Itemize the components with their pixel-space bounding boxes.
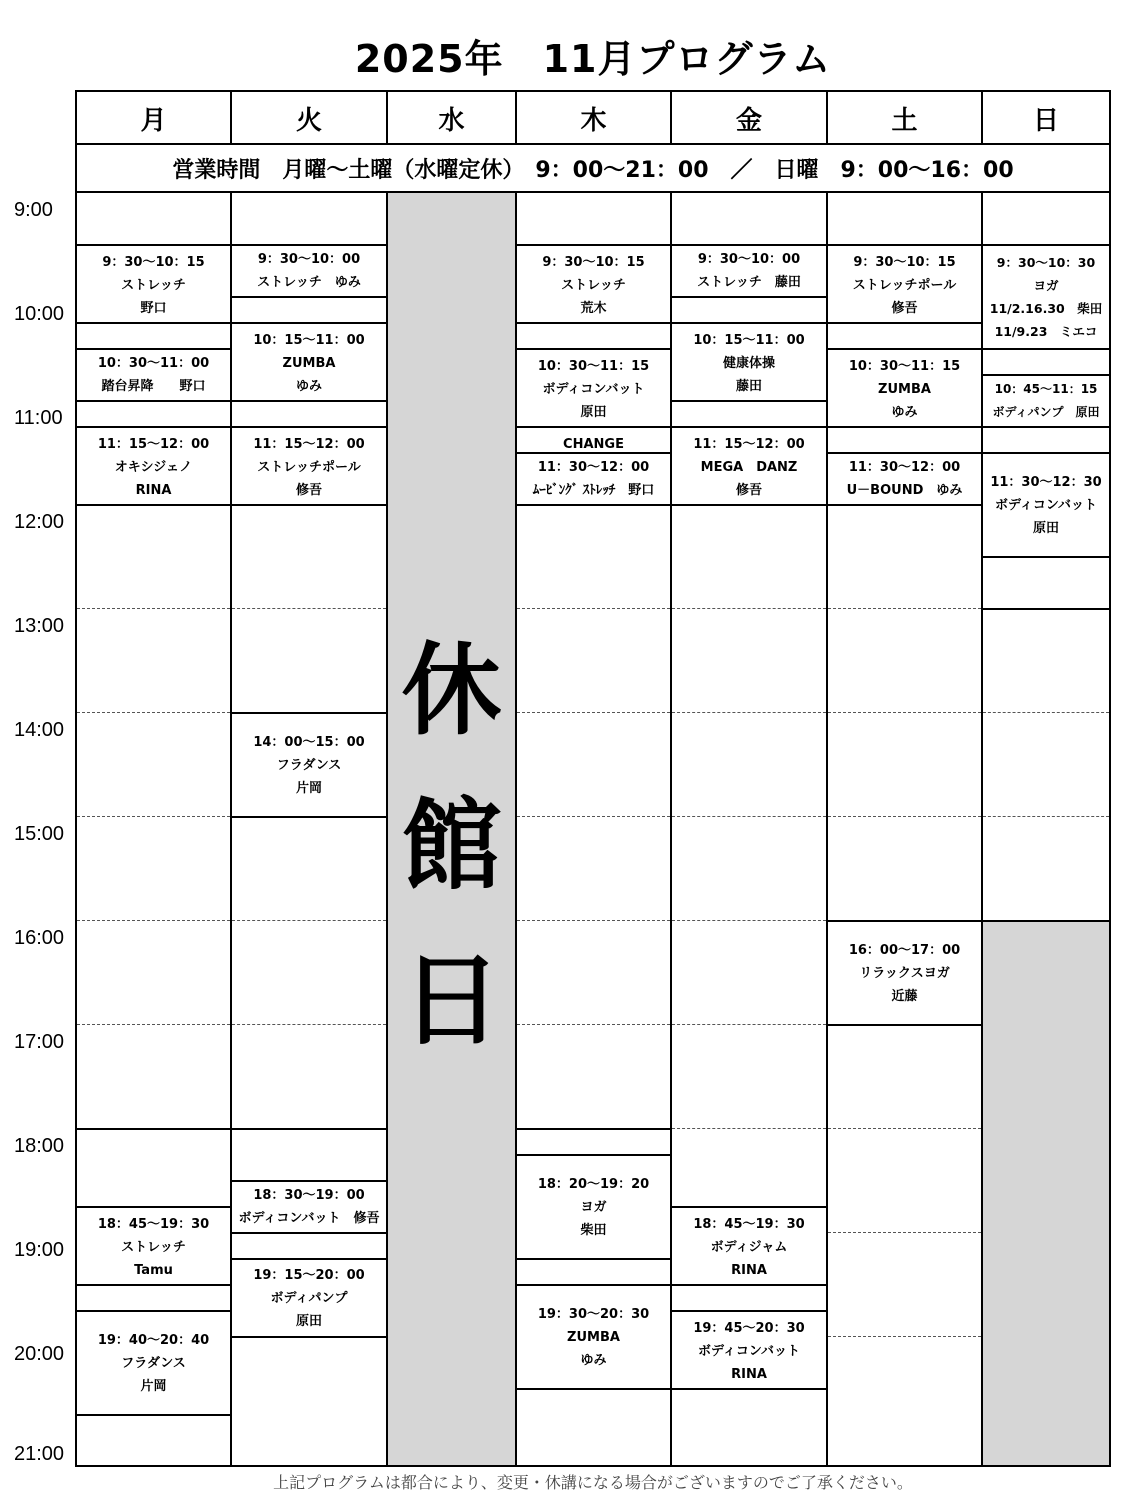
class-time: 9：30～10：15 [853,254,956,270]
time-label: 20:00 [14,1343,65,1365]
class-time: 10：15～11：00 [693,332,805,348]
class-name: ZUMBA [567,1329,620,1345]
class-instructor: 片岡 [295,780,322,796]
class-block[interactable] [828,454,981,504]
time-label: 13:00 [14,615,65,637]
class-block[interactable] [983,246,1109,348]
class-name: オキシジェノ [114,459,193,475]
class-name: ボディコンバット [542,381,645,397]
class-name: ストレッチ [121,277,186,293]
class-instructor: Tamu [134,1262,173,1278]
class-block[interactable] [672,246,826,296]
class-instructor: ゆみ [580,1352,607,1368]
time-label: 18:00 [14,1135,65,1157]
class-time: 11：30～12：00 [537,460,650,475]
column-sun [983,193,1109,1465]
column-thu [517,193,672,1465]
class-name: ヨガ [580,1199,607,1215]
class-name: U－BOUND ゆみ [846,483,963,498]
class-time: 19：15～20：00 [253,1267,365,1283]
class-block[interactable] [77,1208,230,1286]
time-label: 15:00 [14,823,65,845]
class-instructor: ゆみ [295,378,322,394]
class-time: 11：15～12：00 [253,436,365,452]
class-name: ボディパンプ [270,1290,348,1306]
class-name: MEGA DANZ [700,459,798,475]
class-name: ボディコンバット 修吾 [238,1211,380,1226]
class-block[interactable] [517,428,670,452]
class-time: 9：30～10：30 [996,255,1096,270]
class-block[interactable] [517,246,670,324]
class-name: ストレッチ 藤田 [697,275,801,290]
class-instructor: RINA [731,1366,767,1382]
class-time: 11：15～12：00 [97,436,210,452]
class-instructor: 荒木 [580,300,607,316]
class-instructor: ゆみ [891,404,918,420]
class-block[interactable] [828,246,981,324]
class-instructor: 原田 [1032,520,1059,536]
class-time: 10：30～11：15 [537,358,650,374]
class-time: 16：00～17：00 [848,942,961,958]
class-block[interactable] [77,428,230,506]
class-name: ストレッチポール [852,277,957,293]
class-instructor: 11/2.16.30 柴田 [989,301,1103,316]
day-header-thu: 木 [517,92,672,144]
day-header-tue: 火 [232,92,388,144]
class-block[interactable] [983,454,1109,556]
class-time: 18：45～19：30 [97,1216,210,1232]
class-block[interactable] [517,454,670,504]
class-block[interactable] [232,246,386,296]
class-name: ストレッチ [561,277,626,293]
class-block[interactable] [77,246,230,324]
class-instructor: 近藤 [891,988,918,1004]
class-time: 18：30～19：00 [253,1188,365,1203]
business-hours-note: 営業時間 月曜～土曜（水曜定休） 9：00～21：00 ／ 日曜 9：00～16：00 [77,145,1109,193]
class-name: ボディコンバット [994,497,1098,513]
closed-char: 休 [401,632,502,749]
class-block[interactable] [517,1286,670,1388]
change-note: CHANGE [563,437,624,452]
day-header-sat: 土 [828,92,983,144]
class-time: 10：30～11：15 [848,358,961,374]
class-time: 10：30～11：00 [97,356,210,371]
time-label: 14:00 [14,719,65,741]
day-header-fri: 金 [672,92,828,144]
column-sat [828,193,983,1465]
class-block[interactable] [232,714,386,816]
time-label: 17:00 [14,1031,65,1053]
time-label: 21:00 [14,1443,65,1465]
class-instructor: 原田 [295,1313,322,1329]
closed-day-label [388,613,515,1078]
time-label: 12:00 [14,511,65,533]
class-block[interactable] [517,1156,670,1258]
class-time: 11：15～12：00 [693,436,805,452]
class-time: 19：30～20：30 [537,1306,650,1322]
class-instructor: 修吾 [295,482,322,498]
class-block[interactable] [77,350,230,400]
class-name: ストレッチ ゆみ [257,275,361,290]
schedule-table [75,90,1111,1467]
class-instructor: 修吾 [891,300,918,316]
class-time: 19：40～20：40 [97,1332,210,1348]
class-name: リラックスヨガ [859,965,950,981]
class-name: ストレッチ [121,1239,186,1255]
closed-char: 館 [401,787,502,904]
column-mon [77,193,232,1465]
class-block[interactable] [672,1208,826,1286]
class-time: 11：30～12：00 [848,460,961,475]
class-instructor: 原田 [580,404,607,420]
class-name: 踏台昇降 野口 [101,379,206,394]
class-name: ストレッチポール [257,459,361,475]
class-name: ボディジャム [710,1239,788,1255]
time-label: 11:00 [14,407,63,429]
time-label: 19:00 [14,1239,65,1261]
class-name: ヨガ [1033,278,1059,293]
class-block[interactable] [517,350,670,428]
class-block[interactable] [672,428,826,506]
class-instructor: 藤田 [735,378,762,394]
class-time: 19：45～20：30 [693,1320,805,1336]
class-name: 健康体操 [722,355,775,371]
class-name: ZUMBA [878,381,931,397]
class-block[interactable] [672,1312,826,1390]
day-header-wed: 水 [388,92,517,144]
class-time: 11：30～12：30 [990,474,1102,490]
closed-char: 日 [401,942,502,1059]
column-wed-closed [388,193,517,1465]
class-time: 9：30～10：15 [542,254,645,270]
footer-note: 上記プログラムは都合により、変更・休講になる場合がございますのでご了承ください。 [273,1473,913,1492]
class-name: ZUMBA [282,355,336,371]
class-block[interactable] [232,428,386,506]
class-block[interactable] [828,922,981,1024]
class-time: 14：00～15：00 [253,734,365,750]
class-block[interactable] [232,324,386,402]
class-name: ボディコンバット [697,1343,801,1359]
class-block[interactable] [77,1312,230,1414]
time-label: 16:00 [14,927,65,949]
closed-area [983,922,1109,1465]
class-time: 10：15～11：00 [253,332,365,348]
class-block[interactable] [232,1182,386,1232]
class-instructor-alt: 11/9.23 ミエコ [994,324,1098,339]
time-label: 9:00 [14,199,53,221]
class-block[interactable] [672,324,826,402]
class-name: ボディパンプ 原田 [992,405,1100,419]
day-header-mon: 月 [77,92,232,144]
page-title: 2025年 11月プログラム [354,37,832,81]
class-time: 9：30～10：00 [697,252,801,267]
class-name: フラダンス [276,757,342,773]
class-time: 10：45～11：15 [994,382,1098,396]
class-instructor: RINA [731,1262,767,1278]
class-name: ﾑｰﾋﾞﾝｸﾞ ｽﾄﾚｯﾁ 野口 [532,483,655,498]
class-instructor: 修吾 [735,482,762,498]
class-instructor: 片岡 [140,1378,167,1394]
column-fri [672,193,828,1465]
class-instructor: RINA [135,482,172,498]
class-instructor: 柴田 [580,1222,607,1238]
class-time: 18：45～19：30 [693,1216,805,1232]
class-block[interactable] [983,376,1109,426]
class-block[interactable] [828,350,981,428]
class-time: 9：30～10：15 [102,254,205,270]
column-tue [232,193,388,1465]
class-instructor: 野口 [140,300,167,316]
class-block[interactable] [232,1260,386,1336]
class-time: 9：30～10：00 [257,252,361,267]
class-name: フラダンス [121,1355,186,1371]
day-header-sun: 日 [1032,105,1059,136]
time-label: 10:00 [14,303,65,325]
class-time: 18：20～19：20 [537,1176,650,1192]
